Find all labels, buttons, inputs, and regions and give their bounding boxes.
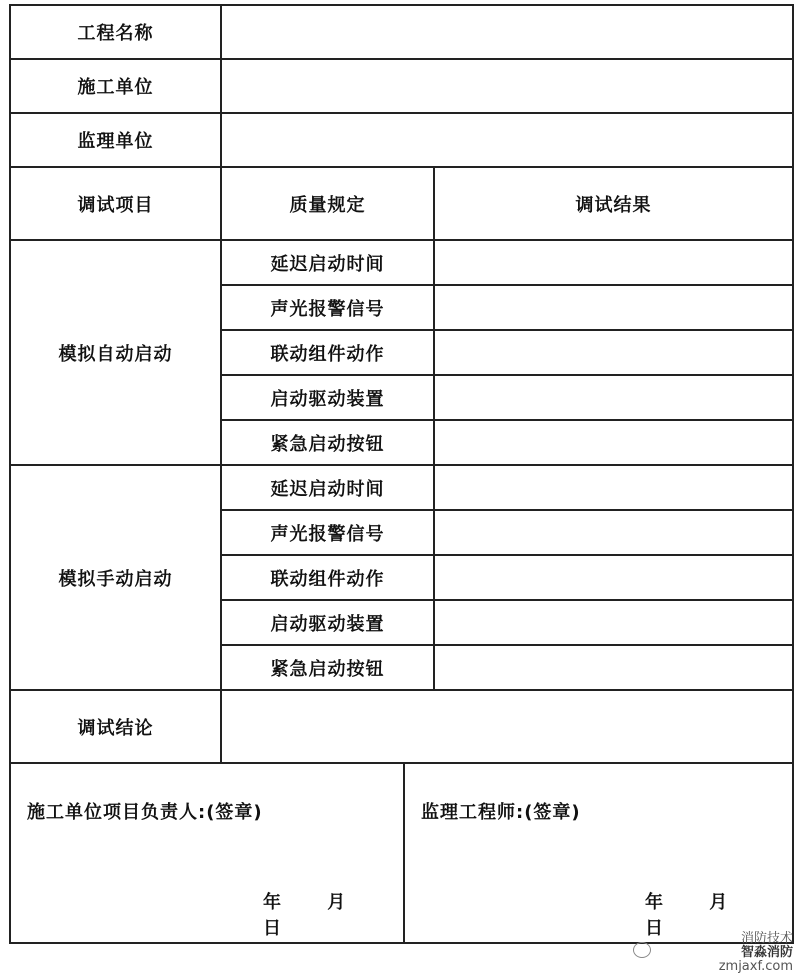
construction-signature-title: 施工单位项目负责人:(签章) bbox=[27, 802, 263, 823]
watermark bbox=[719, 932, 793, 974]
result-cell[interactable] bbox=[434, 600, 793, 645]
watermark-brand: 智淼消防 bbox=[740, 945, 793, 960]
result-cell[interactable] bbox=[434, 510, 793, 555]
quality-item: 启动驱动装置 bbox=[221, 375, 434, 420]
supervision-unit-value[interactable] bbox=[221, 113, 793, 167]
conclusion-row bbox=[10, 690, 793, 763]
result-cell[interactable] bbox=[434, 375, 793, 420]
debug-record-form bbox=[9, 4, 792, 974]
result-cell[interactable] bbox=[434, 645, 793, 690]
form-table bbox=[9, 4, 794, 764]
construction-signature-cell[interactable] bbox=[10, 763, 404, 943]
result-cell[interactable] bbox=[434, 240, 793, 285]
project-name-label: 工程名称 bbox=[10, 5, 221, 59]
table-row bbox=[10, 465, 793, 510]
conclusion-value[interactable] bbox=[221, 690, 793, 763]
result-cell[interactable] bbox=[434, 330, 793, 375]
result-cell[interactable] bbox=[434, 555, 793, 600]
project-name-row bbox=[10, 5, 793, 59]
result-cell[interactable] bbox=[434, 285, 793, 330]
quality-item: 紧急启动按钮 bbox=[221, 645, 434, 690]
watermark-text: 消防技术 bbox=[740, 931, 793, 946]
quality-item: 声光报警信号 bbox=[221, 510, 434, 555]
column-header-quality: 质量规定 bbox=[221, 167, 434, 240]
quality-item: 延迟启动时间 bbox=[221, 465, 434, 510]
supervision-unit-label: 监理单位 bbox=[10, 113, 221, 167]
table-row bbox=[10, 240, 793, 285]
construction-unit-label: 施工单位 bbox=[10, 59, 221, 113]
conclusion-label: 调试结论 bbox=[10, 690, 221, 763]
supervision-signature-title: 监理工程师:(签章) bbox=[421, 802, 581, 823]
construction-unit-row bbox=[10, 59, 793, 113]
project-name-value[interactable] bbox=[221, 5, 793, 59]
quality-item: 延迟启动时间 bbox=[221, 240, 434, 285]
quality-item: 紧急启动按钮 bbox=[221, 420, 434, 465]
supervision-signature-cell[interactable] bbox=[404, 763, 793, 943]
construction-unit-value[interactable] bbox=[221, 59, 793, 113]
supervision-signature-date: 年 月 日 bbox=[645, 892, 748, 939]
quality-item: 声光报警信号 bbox=[221, 285, 434, 330]
column-header-item: 调试项目 bbox=[10, 167, 221, 240]
column-header-result: 调试结果 bbox=[434, 167, 793, 240]
quality-item: 联动组件动作 bbox=[221, 555, 434, 600]
group-label-auto: 模拟自动启动 bbox=[10, 240, 221, 465]
column-header-row bbox=[10, 167, 793, 240]
supervision-unit-row bbox=[10, 113, 793, 167]
result-cell[interactable] bbox=[434, 420, 793, 465]
watermark-url: zmjaxf.com bbox=[718, 959, 793, 974]
quality-item: 启动驱动装置 bbox=[221, 600, 434, 645]
group-label-manual: 模拟手动启动 bbox=[10, 465, 221, 690]
result-cell[interactable] bbox=[434, 465, 793, 510]
construction-signature-date: 年 月 日 bbox=[263, 892, 366, 939]
signature-row bbox=[10, 763, 793, 943]
wechat-icon bbox=[633, 942, 651, 958]
signature-table bbox=[9, 762, 794, 944]
quality-item: 联动组件动作 bbox=[221, 330, 434, 375]
